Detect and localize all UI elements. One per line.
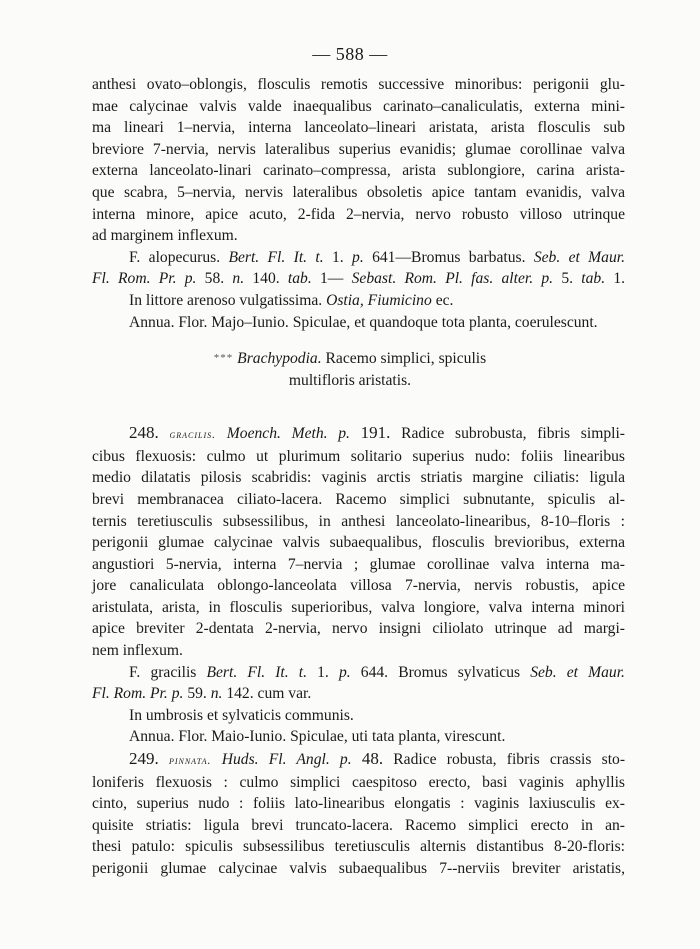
text-line: nem inflexum.: [92, 642, 183, 660]
text-line: externa lanceolato-linari carinato–compressa, arista sublongiore, carina arista-: [92, 162, 625, 180]
citation: Fl. Rom. Pr. p.: [92, 270, 197, 288]
text-line: perigonii glumae calycinae valvis subaequalibus 7--nerviis breviter aristatis,: [92, 860, 625, 877]
text-line: ma lineari 1–nervia, interna lanceolato–lineari aristata, arista flosculis sub: [92, 119, 625, 137]
text-line: brevi membranacea ciliato-lacera. Racemo simplici subnutante, spiculis al-: [92, 490, 625, 508]
citation-number: 1.: [613, 270, 626, 288]
species-heading-line: [92, 422, 625, 446]
citation-number: 1.: [331, 248, 344, 266]
citation: p.: [352, 248, 364, 266]
section-heading: [0, 347, 700, 392]
text-line: breviore 7-nervia, nervis lateralibus superius evanidis; glumae corollinae valva: [92, 140, 625, 158]
text-line: quisite striatis: ligula brevi truncato-lacera. Racemo simplici erecto in an-: [92, 816, 625, 834]
citation-number: 59.: [187, 685, 207, 703]
citation-number: 140.: [252, 270, 280, 288]
text-line: angustiori 5-nervia, interna 7–nervia ; glumae corollinae valva interna ma-: [92, 555, 625, 573]
citation-number: 1.: [317, 663, 329, 681]
continuation-paragraph: [92, 74, 625, 333]
text-line: cinto, superius nudo : foliis lato-linearibus elongatis : vaginis laxiusculis ex-: [92, 795, 625, 813]
habitat-line: In umbrosis et sylvaticis communis.: [129, 706, 354, 724]
description-text: Radice subrobusta, fibris simpli-: [401, 425, 625, 443]
locality: Fiumicino: [367, 291, 432, 309]
citation: Seb. et Maur.: [533, 248, 626, 266]
page-reference: 191.: [360, 423, 391, 443]
section-description: Racemo simplici, spiculis: [325, 350, 487, 368]
section-heading-line: [0, 347, 700, 370]
synonymy-line: [92, 247, 625, 269]
citation: Bert. Fl. It. t.: [228, 248, 324, 266]
citation-number: 644.: [360, 663, 389, 681]
description-text: Radice robusta, fibris crassis sto-: [393, 751, 626, 769]
species-number: 248.: [129, 423, 159, 443]
synonym-name: Bromus sylvaticus: [398, 663, 521, 681]
phenology-line: Annua. Flor. Maio-Iunio. Spiculae, uti tata planta, virescunt.: [129, 728, 506, 746]
habitat-line: [92, 290, 625, 312]
synonym-name: F. alopecurus.: [129, 248, 221, 266]
citation: Seb. et Maur.: [530, 663, 625, 681]
phenology-line: Annua. Flor. Majo–Iunio. Spiculae, et quandoque tota planta, coerulescunt.: [129, 313, 598, 331]
citation-text: 641—Bromus barbatus.: [372, 248, 526, 266]
citation-number: 142.: [226, 685, 254, 703]
text-line: anthesi ovato–oblongis, flosculis remotis successive minoribus: perigonii glu-: [92, 76, 625, 93]
text-line: medio dilatatis pilosis scabridis: vaginis arctis striatis margine ciliatis: ligula: [92, 469, 625, 487]
citation: n.: [210, 685, 223, 703]
text-line: loniferis flexuosis : culmo simplici caespitoso erecto, basi vaginis aphyllis: [92, 773, 625, 791]
text-line: ternis teretiusculis subsessilibus, in anthesi lanceolato-linearibus, 8-10–floris :: [92, 512, 625, 530]
asterism: ***: [213, 352, 234, 365]
species-epithet: gracilis.: [169, 427, 217, 442]
authority: Moench. Meth. p.: [226, 425, 350, 443]
citation-text: cum var.: [257, 685, 312, 703]
citation: tab.: [581, 270, 606, 288]
text-line: ad marginem inflexum.: [92, 227, 238, 245]
citation-number: 5.: [561, 270, 574, 288]
citation: tab.: [287, 270, 312, 288]
text-line: cibus flexuosis: culmo ut plurimum solitario superius nudo: foliis linearibus: [92, 447, 625, 465]
species-number: 249.: [129, 749, 159, 769]
section-name: Brachypodia.: [237, 350, 322, 368]
species-249-entry: [92, 748, 625, 880]
species-heading-line: [92, 748, 625, 772]
synonymy-line: [92, 683, 625, 705]
page-reference: 48.: [361, 749, 384, 769]
synonymy-line: [92, 268, 625, 290]
authority: Huds. Fl. Angl. p.: [221, 751, 352, 769]
locality: Ostia,: [326, 291, 364, 309]
citation: Fl. Rom. Pr. p.: [92, 685, 184, 703]
page-number: — 588 —: [312, 44, 388, 64]
species-248-entry: [92, 422, 625, 748]
text-line: interna minore, apice acuto, 2-fida 2–nervia, nervo robusto villoso utrinque: [92, 205, 625, 223]
citation-number: 1—: [319, 270, 344, 288]
section-heading-line: multifloris aristatis.: [288, 372, 412, 390]
citation: n.: [232, 270, 245, 288]
synonym-name: F. gracilis: [129, 663, 197, 681]
text-line: thesi patulo: spiculis subsessilibus teretiusculis alternis distantibus 8-20-floris:: [92, 838, 625, 856]
text-line: perigonii glumae calycinae valvis subaequalibus, flosculis brevioribus, externa: [92, 534, 625, 552]
text-line: aristulata, arista, in flosculis superioribus, valva longiore, valva interna minori: [92, 598, 625, 616]
habitat-text: ec.: [435, 291, 454, 309]
species-epithet: pinnata.: [168, 753, 212, 768]
text-line: jore canaliculata oblongo-lanceolata villosa 7-nervia, nervis robustis, apice: [92, 577, 625, 595]
text-line: que scabra, 5–nervia, nervis lateralibus obsoletis apice tantam evanidis, valva: [92, 183, 625, 201]
text-line: apice breviter 2-dentata 2-nervia, nervo insigni ciliolato utrinque ad margi-: [92, 620, 625, 638]
habitat-text: In littore arenoso vulgatissima.: [129, 291, 323, 309]
citation: Bert. Fl. It. t.: [206, 663, 307, 681]
citation: p.: [338, 663, 351, 681]
citation-number: 58.: [204, 270, 225, 288]
text-line: mae calycinae valvis valde inaequalibus carinato–canaliculatis, externa mini-: [92, 97, 625, 115]
synonymy-line: [92, 662, 625, 684]
citation: Sebast. Rom. Pl. fas. alter. p.: [351, 270, 554, 288]
